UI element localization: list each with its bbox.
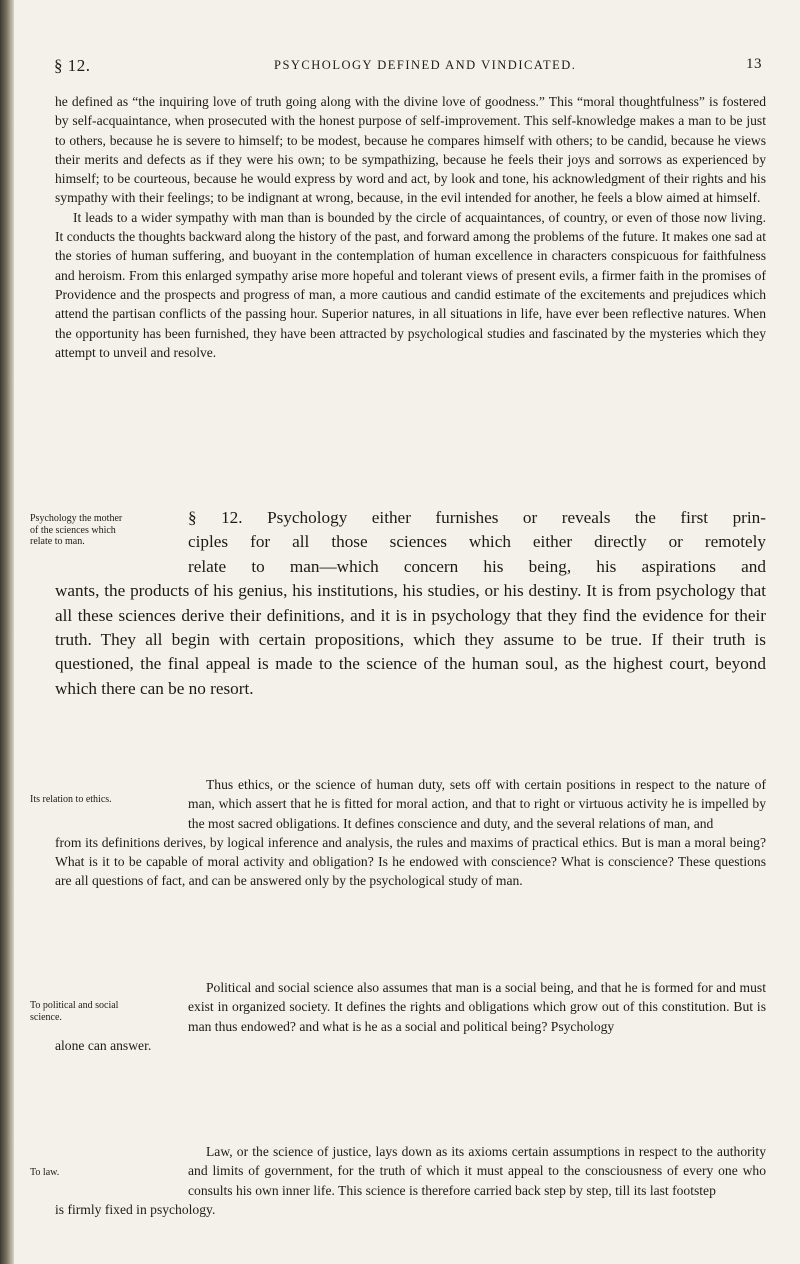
section-12-line-1: § 12. Psychology either furnishes or reveals the first prin- xyxy=(188,508,766,527)
page-number: 13 xyxy=(746,56,762,72)
margin-note-ethics: Its relation to ethics. xyxy=(30,794,112,805)
political-indented-text: Political and social science also assumes that man is a social being, and that he is formed for and must exist in organized society. It defines the rights and obligations which grow out of this constitution. But is man thus endowed? and what is he as a social and political being? Psychology xyxy=(188,980,766,1034)
margin-note-psychology-mother: Psychology the mother of the sciences which relate to man. xyxy=(30,513,123,547)
ethics-full-text: from its definitions derives, by logical inference and analysis, the rules and maxims of practical ethics. But is man a moral being? What is it to be capable of moral activity and obligation? Is he endowed with conscience? What is conscience? These questions are all questions of fact, and can be answered only by the psychological study of man. xyxy=(55,834,766,889)
paragraph-sympathy: It leads to a wider sympathy with man than is bounded by the circle of acquaintances, of country, or even of those now living. It conducts the thoughts backward along the history of the past, and forward among the problems of the future. It makes one sad at the stories of human suffering, and buoyant in the contemplation of human excellence in characters conspicuous for faithfulness and heroism. From this enlarged sympathy arise more hopeful and tolerant views of present evils, a firmer faith in the promises of Providence and the prospects and progress of man, a more cautious and candid estimate of the excitements and prejudices which attend the partisan conflicts of the passing hour. Superior natures, in all situations in life, have ever been reflective natures. When the opportunity has been furnished, they have been attracted by psychological studies and fascinated by the mysteries which they attempt to unveil and resolve. xyxy=(55,209,766,360)
section-12-body: wants, the products of his genius, his institutions, his studies, or his destiny. It is from psychology that all these sciences derive their definitions, and it is in psychology that they find the evidence for their truth. They all begin with certain propositions, which they assume to be true. If their truth is questioned, the final appeal is made to the science of the human soul, as the highest court, beyond which there can be no resort. xyxy=(55,581,766,698)
ethics-paragraph xyxy=(55,775,766,891)
political-full-text: alone can answer. xyxy=(55,1037,152,1053)
ethics-indented-text: Thus ethics, or the science of human duty, sets off with certain positions in respect to the nature of man, which assert that he is fitted for moral action, and that to right or virtuous activity he is impelled by the most sacred obligations. It defines conscience and duty, and the several relations of man, and xyxy=(188,777,766,831)
margin-note-law: To law. xyxy=(30,1167,60,1178)
opening-paragraphs xyxy=(55,92,766,362)
section-12-line-3: relate to man—which concern his being, his aspirations and xyxy=(188,556,766,576)
law-full-text: is firmly fixed in psychology. xyxy=(55,1201,216,1217)
running-title: PSYCHOLOGY DEFINED AND VINDICATED. xyxy=(274,58,577,72)
paragraph-self-knowledge: he defined as “the inquiring love of truth going along with the divine love of goodness.” This “moral thoughtfulness” is fostered by self-acquaintance, when prosecuted with the honest purpose of self-improvement. This self-knowledge makes a man to be just to others, because he is severe to himself; to be modest, because he compares himself with others; to be candid, because he views their merits and defects as if they were his own; to be sympathizing, because he feels their joys and sorrows as experienced by himself; to be courteous, because he would express by word and act, by look and tone, his acknowledgment of their rights and his sympathy with their feelings; to be indignant at wrong, because, in the evil intended for another, he feels a blow aimed at himself. xyxy=(55,94,766,206)
running-head xyxy=(54,56,762,78)
law-paragraph xyxy=(55,1142,766,1219)
section-12-line-2: ciples for all those sciences which either directly or remotely xyxy=(188,532,766,552)
law-indented-text: Law, or the science of justice, lays down as its axioms certain assumptions in respect to the authority and limits of government, for the truth of which it must appeal to the consciousness of every one who consults his own inner life. This science is therefore carried back step by step, till its last footstep xyxy=(188,1144,766,1198)
book-binding-edge xyxy=(0,0,14,1264)
margin-note-political: To political and social science. xyxy=(30,1000,119,1023)
section-12-paragraph xyxy=(55,506,766,701)
political-paragraph xyxy=(55,978,766,1055)
section-mark: § 12. xyxy=(54,56,91,75)
